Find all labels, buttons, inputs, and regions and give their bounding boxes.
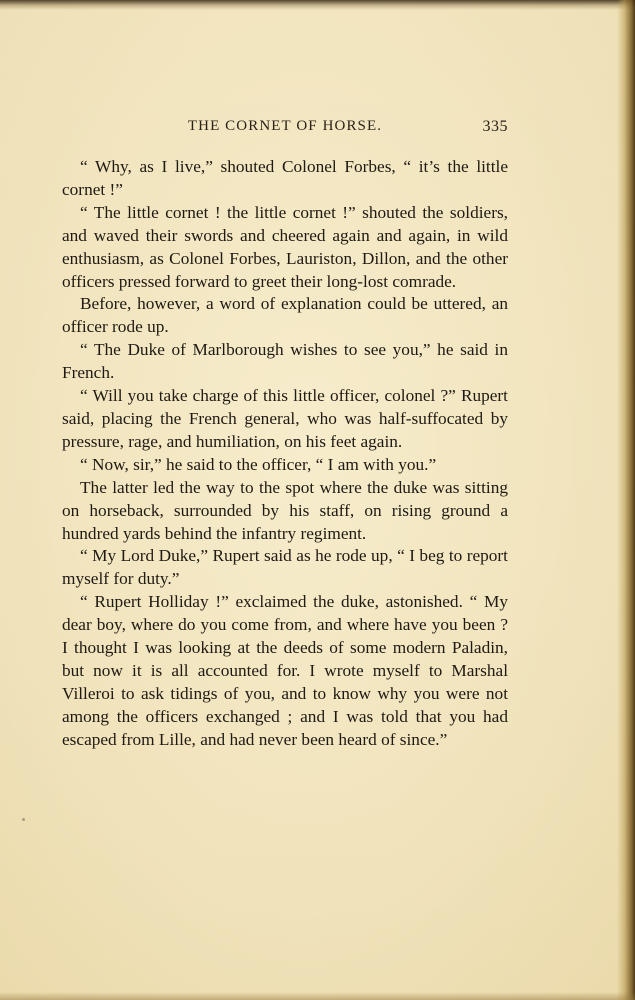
paragraph: “ Will you take charge of this little officer, colonel ?” Rupert said, placing the French general, who was half-suffocated by pressure, rage, and humiliation, on his feet again. <box>62 386 508 451</box>
paragraph: “ My Lord Duke,” Rupert said as he rode up, “ I beg to report myself for duty.” <box>62 546 508 589</box>
page-top-shadow <box>0 0 635 10</box>
page-gutter-edge <box>617 0 635 1000</box>
paragraph: “ The Duke of Marlborough wishes to see you,” he said in French. <box>62 340 508 383</box>
paragraph: Before, however, a word of explanation could be uttered, an officer rode up. <box>62 294 508 337</box>
paragraph: “ Why, as I live,” shouted Colonel Forbes, “ it’s the little cornet !” <box>62 157 508 199</box>
paragraph: “ The little cornet ! the little cornet !” shouted the soldiers, and waved their swords and cheered again and again, in wild enthusiasm, as Colonel Forbes, Lauriston, Dillon, and the other officers pressed forward to greet their long-lost comrade. <box>62 202 508 291</box>
paragraph: “ Rupert Holliday !” exclaimed the duke, astonished. “ My dear boy, where do you come from, and where have you been ? I thought I was looking at the deeds of some modern Paladin, but now it is all accounted for. I wrote myself to Marshal Villeroi to ask tidings of you, and to know why you were not among the officers exchanged ; and I was told that you had escaped from Lille, and had never been heard of since.” <box>62 592 508 749</box>
page-number: 335 <box>482 118 508 135</box>
body-text <box>62 156 508 752</box>
paragraph: “ Now, sir,” he said to the officer, “ I am with you.” <box>80 454 437 474</box>
running-head <box>62 118 508 140</box>
paragraph: The latter led the way to the spot where the duke was sitting on horseback, surrounded by his staff, on rising ground a hundred yards behind the infantry regiment. <box>62 477 508 543</box>
page-bottom-shadow <box>0 992 635 1000</box>
running-head-title: THE CORNET OF HORSE. <box>187 118 383 134</box>
ink-speck <box>22 818 25 821</box>
